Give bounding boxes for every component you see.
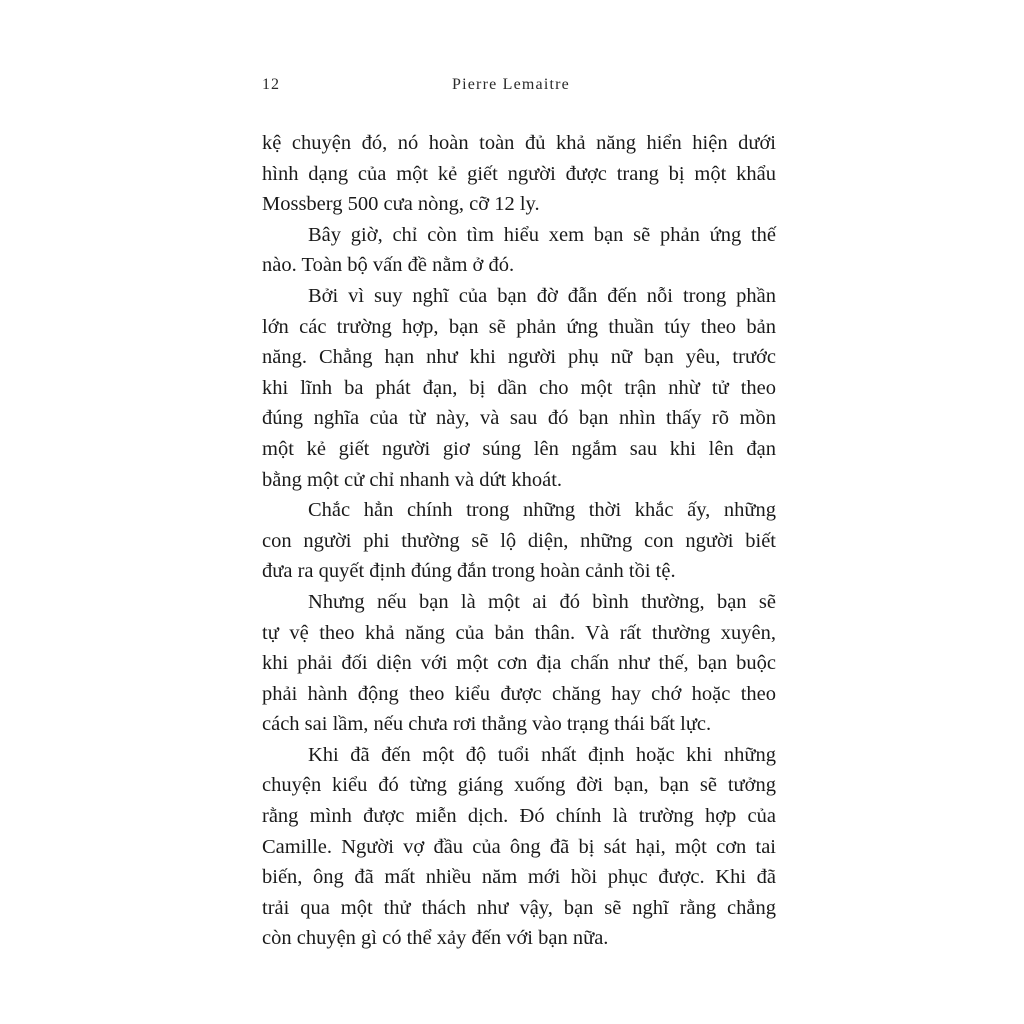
body-text [262, 128, 776, 954]
text-line: rằng mình được miễn dịch. Đó chính là trường hợp của [262, 805, 776, 828]
text-line: phải hành động theo kiểu được chăng hay chớ hoặc theo [262, 682, 776, 705]
text-line: Mossberg 500 cưa nòng, cỡ 12 ly. [262, 193, 540, 216]
running-title: Pierre Lemaitre [452, 76, 570, 93]
text-line: Camille. Người vợ đầu của ông đã bị sát hại, một cơn tai [262, 835, 776, 858]
text-line: hình dạng của một kẻ giết người được trang bị một khẩu [262, 162, 776, 185]
page-number: 12 [262, 76, 280, 93]
text-line: kệ chuyện đó, nó hoàn toàn đủ khả năng hiển hiện dưới [262, 132, 776, 154]
text-line: Nhưng nếu bạn là một ai đó bình thường, bạn sẽ [308, 590, 776, 613]
text-line: Bởi vì suy nghĩ của bạn đờ đẫn đến nỗi trong phần [308, 284, 776, 307]
text-line: đúng nghĩa của từ này, và sau đó bạn nhìn thấy rõ mồn [262, 407, 776, 430]
text-line: tự vệ theo khả năng của bản thân. Và rất thường xuyên, [262, 621, 776, 644]
text-line: Bây giờ, chỉ còn tìm hiểu xem bạn sẽ phản ứng thế [308, 223, 776, 246]
text-line: còn chuyện gì có thể xảy đến với bạn nữa. [262, 927, 609, 950]
text-line: Chắc hẳn chính trong những thời khắc ấy, những [308, 499, 776, 522]
text-line: lớn các trường hợp, bạn sẽ phản ứng thuần túy theo bản [262, 315, 776, 338]
text-line: năng. Chẳng hạn như khi người phụ nữ bạn yêu, trước [262, 346, 776, 369]
text-line: cách sai lầm, nếu chưa rơi thẳng vào trạng thái bất lực. [262, 713, 712, 736]
text-line: trải qua một thử thách như vậy, bạn sẽ nghĩ rằng chẳng [262, 896, 776, 919]
text-line: nào. Toàn bộ vấn đề nằm ở đó. [262, 254, 515, 277]
text-line: khi phải đối diện với một cơn địa chấn như thế, bạn buộc [262, 652, 776, 675]
text-line: biến, ông đã mất nhiều năm mới hồi phục được. Khi đã [262, 866, 776, 889]
text-line: khi lĩnh ba phát đạn, bị dần cho một trận nhừ tử theo [262, 376, 776, 399]
text-line: một kẻ giết người giơ súng lên ngắm sau khi lên đạn [262, 437, 776, 460]
text-line: con người phi thường sẽ lộ diện, những con người biết [262, 529, 776, 552]
text-line: Khi đã đến một độ tuổi nhất định hoặc khi những [308, 743, 776, 766]
text-line: chuyện kiểu đó từng giáng xuống đời bạn, bạn sẽ tưởng [262, 774, 776, 797]
running-head [262, 76, 776, 100]
text-line: đưa ra quyết định đúng đắn trong hoàn cảnh tồi tệ. [262, 560, 676, 583]
text-line: bằng một cử chỉ nhanh và dứt khoát. [262, 468, 563, 491]
